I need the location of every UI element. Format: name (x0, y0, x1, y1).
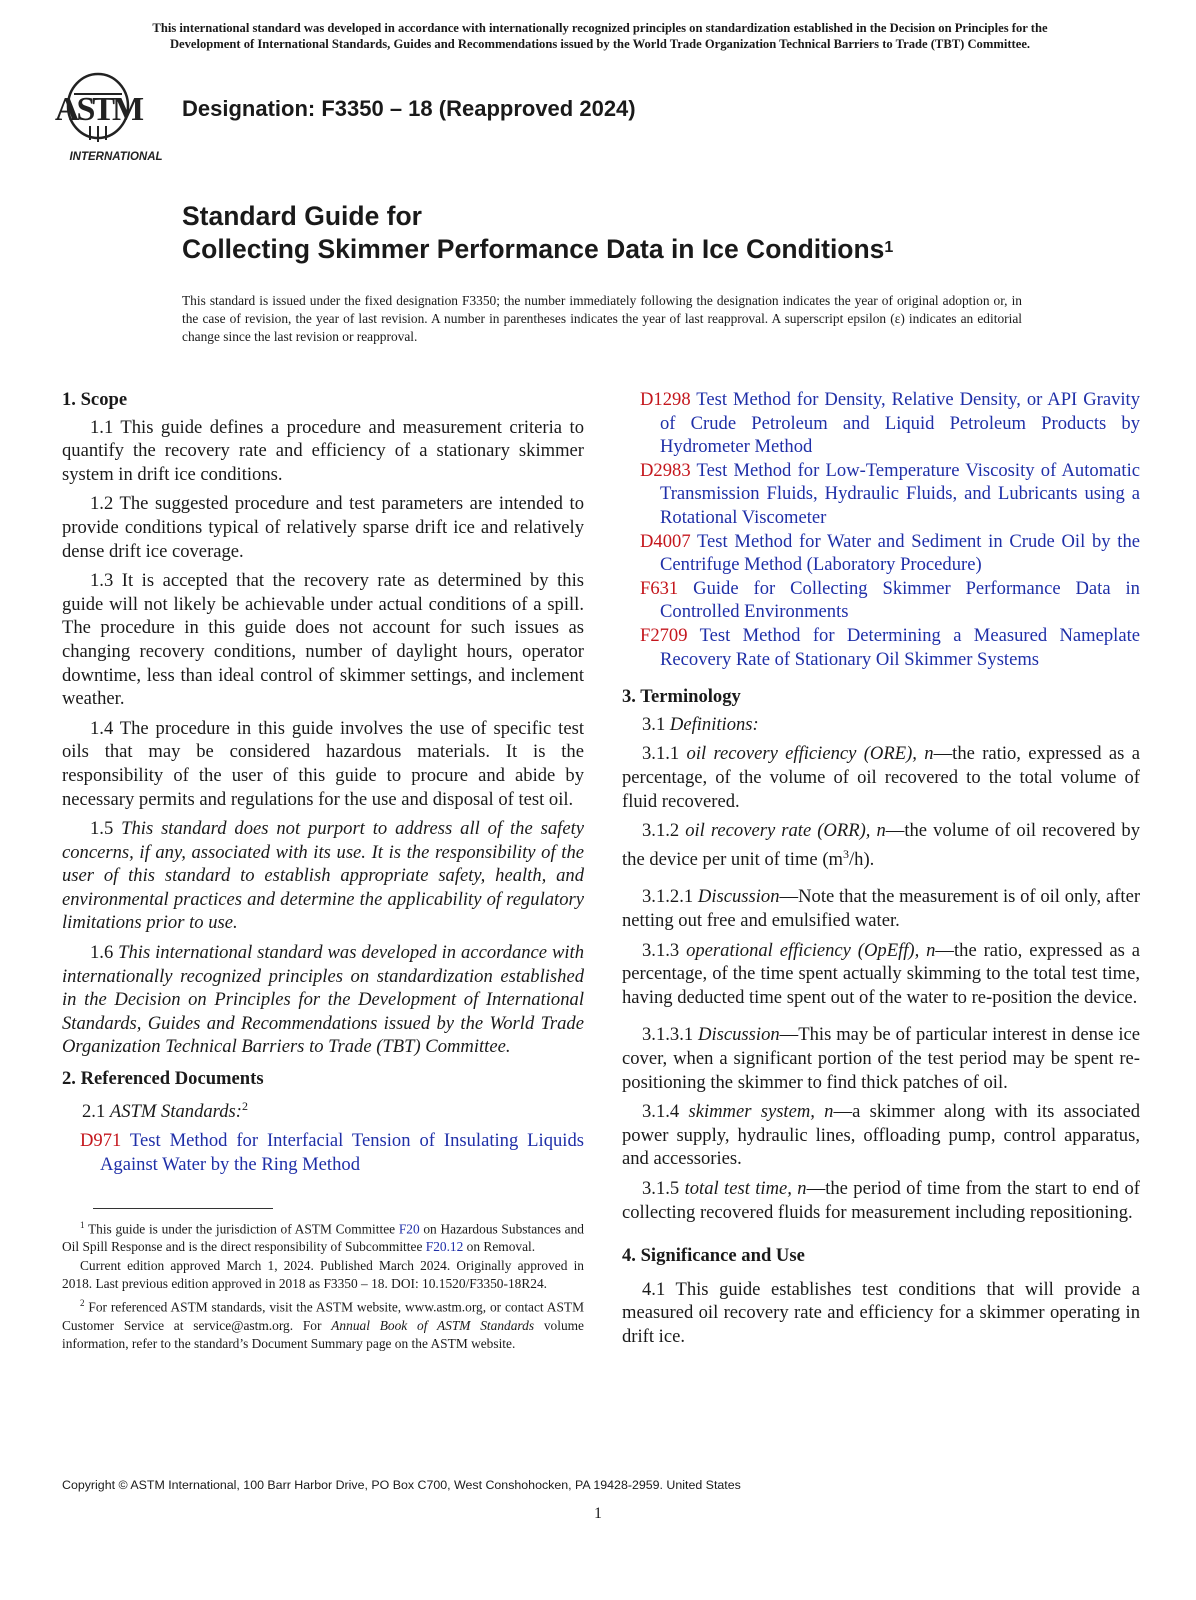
definition-term: oil recovery rate (ORR), n (685, 820, 886, 842)
reference-code[interactable]: D2983 (640, 459, 691, 481)
reference-title[interactable]: Test Method for Low-Temperature Viscosity of Automatic Transmission Fluids, Hydraulic Fluids, and Lubricants using a Rotational Viscometer (660, 459, 1140, 528)
definition-text-end: /h). (848, 848, 875, 870)
paragraph-1-1: 1.1 This guide defines a procedure and measurement criteria to quantify the recovery rate and efficiency of a stationary skimmer system in drift ice conditions. (62, 416, 584, 485)
footnote-2-text-b: volume information, refer to the standard’s Document Summary page on the ASTM website. (62, 1317, 584, 1351)
definition-term: Discussion (698, 1024, 780, 1046)
footnote-divider (93, 1208, 273, 1209)
paragraph-1-5-text: This standard does not purport to address all of the safety concerns, if any, associated with its use. It is the responsibility of the user of this standard to establish appropriate safety, health, and environmental practices and determine the applicability of regulatory limitations prior to use. (62, 818, 584, 934)
reference-code[interactable]: D971 (80, 1130, 122, 1152)
discussion-3-1-3-1 (622, 1023, 1140, 1094)
paragraph-1-3: 1.3 It is accepted that the recovery rate as determined by this guide will not likely be achievable under actual conditions of a spill. The procedure in this guide does not account for such issues as changing recovery conditions, number of daylight hours, operator downtime, less than ideal control of skimmer settings, and inclement weather. (62, 570, 584, 710)
left-column (62, 388, 584, 1177)
definition-text: —the ratio, expressed as a percentage, of the time spent actually skimming to the total test time, having deducted time spent out of the water to re-position the device. (622, 939, 1140, 1008)
reference-title[interactable]: Test Method for Determining a Measured Nameplate Recovery Rate of Stationary Oil Skimmer Systems (660, 624, 1141, 670)
definition-number: 3.1.5 (642, 1178, 685, 1199)
paragraph-3-1-number: 3.1 (642, 713, 670, 735)
footnote-1-text-c: on Removal. (463, 1239, 536, 1255)
definition-number: 3.1.2 (642, 820, 686, 842)
footnote-2-italic: Annual Book of ASTM Standards (331, 1317, 535, 1333)
definition-number: 3.1.3 (642, 939, 687, 961)
definition-text: —the period of time from the start to end of collecting recovered fluids for measurement including repositioning. (622, 1178, 1141, 1223)
copyright-notice: Copyright © ASTM International, 100 Barr Harbor Drive, PO Box C700, West Conshohocken, PA 19428-2959. United States (62, 1478, 741, 1492)
paragraph-1-6-number: 1.6 (90, 942, 119, 964)
footnote-2-mark: 2 (80, 1298, 85, 1309)
definition-number: 3.1.3.1 (642, 1024, 699, 1046)
logo-glyph: ASTM (54, 91, 142, 128)
title-line-2 (182, 233, 893, 266)
top-notice (62, 20, 1138, 52)
reference-entry[interactable] (62, 1129, 584, 1176)
paragraph-2-1-text: ASTM Standards: (109, 1100, 242, 1122)
footnotes (62, 1216, 584, 1354)
paragraph-1-5-number: 1.5 (90, 818, 122, 840)
title-footnote-mark: 1 (884, 239, 894, 256)
right-column (622, 388, 1140, 1355)
definition-text: —Note that the measurement is of oil only, after netting out free and emulsified water. (622, 886, 1141, 932)
definition-term: total test time, n (684, 1178, 807, 1199)
definition-3-1-4 (622, 1100, 1140, 1171)
reference-entry[interactable] (622, 624, 1140, 671)
paragraph-1-4: 1.4 The procedure in this guide involves the use of specific test oils that may be considered hazardous materials. It is the responsibility of the user of this guide to procure and abide by necessary permits and regulations for the use and disposal of test oil. (62, 717, 584, 810)
definition-text: —the volume of oil recovered by the device per unit of time (m (622, 820, 1140, 870)
definition-3-1-5 (622, 1177, 1140, 1224)
footnote-1-text-a: This guide is under the jurisdiction of ASTM Committee (84, 1221, 399, 1237)
document-title (182, 200, 893, 266)
definition-term: skimmer system, n (688, 1101, 834, 1123)
astm-logo (54, 72, 168, 166)
footnote-1-mark: 1 (80, 1220, 85, 1230)
definition-text: —a skimmer along with its associated power supply, hydraulic lines, offloading pump, control apparatus, and accessories. (622, 1101, 1141, 1170)
paragraph-2-1 (62, 1095, 584, 1124)
top-notice-line-2: Development of International Standards, Guides and Recommendations issued by the World Trade Organization Technical Barriers to Trade (TBT) Committee. (169, 37, 1031, 51)
definition-number: 3.1.1 (642, 743, 687, 765)
reference-entry[interactable] (622, 388, 1140, 459)
astm-logo-icon (54, 72, 168, 166)
reference-code[interactable]: D1298 (640, 389, 691, 410)
reference-title[interactable]: Test Method for Density, Relative Density, or API Gravity of Crude Petroleum and Liquid Petroleum Products by Hydrometer Method (660, 389, 1141, 458)
reference-title[interactable]: Test Method for Water and Sediment in Crude Oil by the Centrifuge Method (Laboratory Procedure) (660, 530, 1140, 576)
definition-3-1-1 (622, 742, 1140, 813)
footnote-2-text-a: For referenced ASTM standards, visit the ASTM website, www.astm.org, or contact ASTM Customer Service at service@astm.org. For (62, 1299, 584, 1333)
paragraph-3-1 (622, 713, 1140, 737)
definition-number: 3.1.2.1 (642, 886, 698, 908)
section-2-heading: 2. Referenced Documents (62, 1068, 264, 1090)
reference-entry[interactable] (622, 577, 1140, 624)
reference-entry[interactable] (622, 530, 1140, 577)
section-4-heading: 4. Significance and Use (622, 1245, 805, 1267)
designation: Designation: F3350 – 18 (Reapproved 2024) (182, 96, 636, 121)
page-number: 1 (594, 1505, 602, 1522)
definition-text: —This may be of particular interest in dense ice cover, when a significant portion of the test period may be spent re-positioning the skimmer to find thick patches of oil. (622, 1024, 1141, 1093)
definition-term: Discussion (697, 886, 780, 908)
paragraph-2-1-footnote-mark: 2 (241, 1098, 248, 1113)
reference-title[interactable]: Guide for Collecting Skimmer Performance Data in Controlled Environments (660, 577, 1140, 623)
paragraph-4-1: 4.1 This guide establishes test conditions that will provide a measured oil recovery rate and efficiency for a skimmer operating in drift ice. (622, 1278, 1140, 1347)
reference-title[interactable]: Test Method for Interfacial Tension of Insulating Liquids Against Water by the Ring Method (100, 1130, 584, 1175)
committee-f20-link[interactable]: F20 (398, 1221, 420, 1237)
definition-3-1-2 (622, 819, 1140, 871)
footnote-2 (62, 1294, 584, 1352)
section-1-heading: 1. Scope (62, 389, 128, 410)
footnote-1-text-b: on Hazardous Substances and Oil Spill Response and is the direct responsibility of Subcommittee (62, 1221, 584, 1255)
definition-term: operational efficiency (OpEff), n (686, 939, 936, 961)
paragraph-1-2: 1.2 The suggested procedure and test parameters are intended to provide conditions typical of relatively sparse drift ice and relatively dense drift ice coverage. (62, 493, 584, 562)
paragraph-1-6-text: This international standard was developed in accordance with internationally recognized principles on standardization established in the Decision on Principles for the Development of International Standards, Guides and Recommendations issued by the World Trade Organization Technical Barriers to Trade (TBT) Committee. (62, 942, 585, 1058)
top-notice-line-1: This international standard was developed in accordance with internationally recognized principles on standardization established in the Decision on Principles for the (152, 21, 1048, 35)
reference-code[interactable]: F2709 (640, 624, 688, 646)
paragraph-2-1-number: 2.1 (82, 1100, 110, 1122)
paragraph-1-5 (62, 817, 584, 935)
definition-term: oil recovery efficiency (ORE), n (686, 743, 934, 765)
discussion-3-1-2-1 (622, 885, 1140, 932)
subcommittee-f20-12-link[interactable]: F20.12 (425, 1239, 464, 1255)
definition-superscript: 3 (842, 846, 849, 861)
title-line-2-text: Collecting Skimmer Performance Data in Ice Conditions (182, 234, 885, 264)
footnote-1 (62, 1216, 584, 1256)
issuance-statement: This standard is issued under the fixed designation F3350; the number immediately following the designation indicates the year of original adoption or, in the case of revision, the year of last revision. A number in parentheses indicates the year of last reapproval. A superscript epsilon (ε) indicates an editorial change since the last revision or reapproval. (182, 293, 1022, 344)
definition-3-1-3 (622, 939, 1140, 1010)
footnote-edition: Current edition approved March 1, 2024. Published March 2024. Originally approved in 2018. Last previous edition approved in 2018 as F3350 – 18. DOI: 10.1520/F3350-18R24. (62, 1258, 584, 1292)
reference-code[interactable]: F631 (640, 577, 679, 599)
logo-wordmark: INTERNATIONAL (69, 151, 163, 163)
paragraph-1-6 (62, 941, 584, 1059)
definition-number: 3.1.4 (642, 1101, 689, 1123)
definition-text: —the ratio, expressed as a percentage, of the volume of oil recovered to the total volume of fluid recovered. (622, 743, 1140, 812)
reference-code[interactable]: D4007 (640, 530, 691, 552)
section-3-heading: 3. Terminology (622, 686, 741, 708)
title-line-1: Standard Guide for (182, 201, 422, 231)
reference-entry[interactable] (622, 459, 1140, 530)
paragraph-3-1-text: Definitions: (669, 713, 759, 735)
